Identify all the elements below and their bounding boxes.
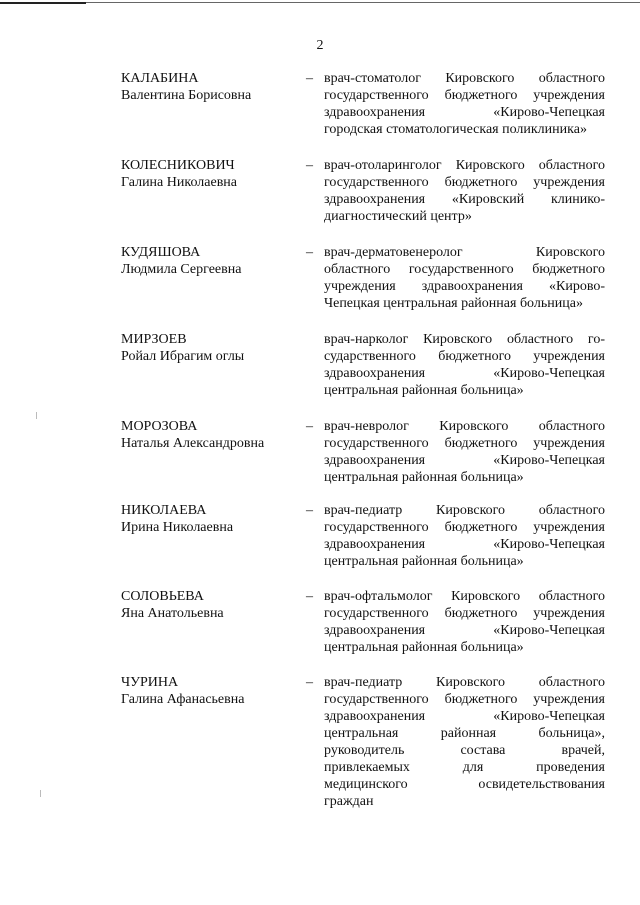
person-surname: МИРЗОЕВ [121,332,187,347]
description-line: врач-невролог Кировского областного [324,419,605,434]
person-surname: КОЛЕСНИКОВИЧ [121,158,235,173]
page-number: 2 [316,38,324,53]
entry-dash: – [306,503,313,518]
description-line: государственного бюджетного учреждения [324,692,605,707]
position-description [324,502,605,570]
margin-mark [40,790,41,797]
description-line: государственного бюджетного учреждения [324,88,605,103]
person-given-name: Валентина Борисовна [121,88,252,103]
entry-dash: – [306,589,313,604]
description-line: центральная районная больница», [324,726,605,741]
description-line: центральная районная больница» [324,640,524,655]
description-line: врач-офтальмолог Кировского областного [324,589,605,604]
person-given-name: Ройал Ибрагим оглы [121,349,245,364]
description-line: врач-нарколог Кировского областного го- [324,332,605,347]
description-line: врач-отоларинголог Кировского областного [324,158,605,173]
description-line: государственного бюджетного учреждения [324,175,605,190]
description-line: руководитель состава врачей, [324,743,605,758]
person-surname: МОРОЗОВА [121,419,198,434]
position-description [324,70,605,138]
position-description [324,244,605,312]
position-description [324,331,605,399]
description-line: городская стоматологическая поликлиника» [324,122,587,137]
description-line: Чепецкая центральная районная больница» [324,296,583,311]
description-line: диагностический центр» [324,209,472,224]
person-given-name: Ирина Николаевна [121,520,234,535]
person-given-name: Галина Николаевна [121,175,238,190]
description-line: здравоохранения «Кирово-Чепецкая [324,453,605,468]
description-line: здравоохранения «Кировский клинико- [324,192,605,207]
description-line: врач-педиатр Кировского областного [324,503,605,518]
person-given-name: Яна Анатольевна [121,606,224,621]
person-name [121,70,301,104]
person-name [121,418,301,452]
person-given-name: Людмила Сергеевна [121,262,242,277]
person-given-name: Наталья Александровна [121,436,265,451]
position-description [324,418,605,486]
person-name [121,502,301,536]
position-description [324,157,605,225]
person-given-name: Галина Афанасьевна [121,692,245,707]
description-line: привлекаемых для проведения [324,760,605,775]
description-line: здравоохранения «Кирово-Чепецкая [324,623,605,638]
entry-dash: – [306,245,313,260]
description-line: центральная районная больница» [324,383,524,398]
person-name [121,244,301,278]
top-rule [0,2,86,4]
person-surname: СОЛОВЬЕВА [121,589,204,604]
person-name [121,157,301,191]
description-line: врач-педиатр Кировского областного [324,675,605,690]
person-name [121,588,301,622]
description-line: здравоохранения «Кирово-Чепецкая [324,537,605,552]
person-surname: КАЛАБИНА [121,71,199,86]
position-description [324,588,605,656]
description-line: граждан [324,794,374,809]
person-surname: ЧУРИНА [121,675,179,690]
entry-dash: – [306,158,313,173]
description-line: здравоохранения «Кирово-Чепецкая [324,709,605,724]
description-line: здравоохранения «Кирово-Чепецкая [324,105,605,120]
description-line: областного государственного бюджетного [324,262,605,277]
top-rule-thin [86,2,640,3]
entry-dash: – [306,71,313,86]
description-line: учреждения здравоохранения «Кирово- [324,279,605,294]
description-line: государственного бюджетного учреждения [324,436,605,451]
description-line: государственного бюджетного учреждения [324,520,605,535]
margin-mark [36,412,37,419]
person-surname: КУДЯШОВА [121,245,201,260]
person-surname: НИКОЛАЕВА [121,503,207,518]
person-name [121,331,301,365]
description-line: сударственного бюджетного учреждения [324,349,605,364]
description-line: государственного бюджетного учреждения [324,606,605,621]
description-line: центральная районная больница» [324,470,524,485]
entry-dash: – [306,419,313,434]
description-line: здравоохранения «Кирово-Чепецкая [324,366,605,381]
description-line: врач-дерматовенеролог Кировского [324,245,605,260]
person-name [121,674,301,708]
description-line: центральная районная больница» [324,554,524,569]
description-line: медицинского освидетельствования [324,777,605,792]
entry-dash: – [306,675,313,690]
description-line: врач-стоматолог Кировского областного [324,71,605,86]
position-description [324,674,605,810]
